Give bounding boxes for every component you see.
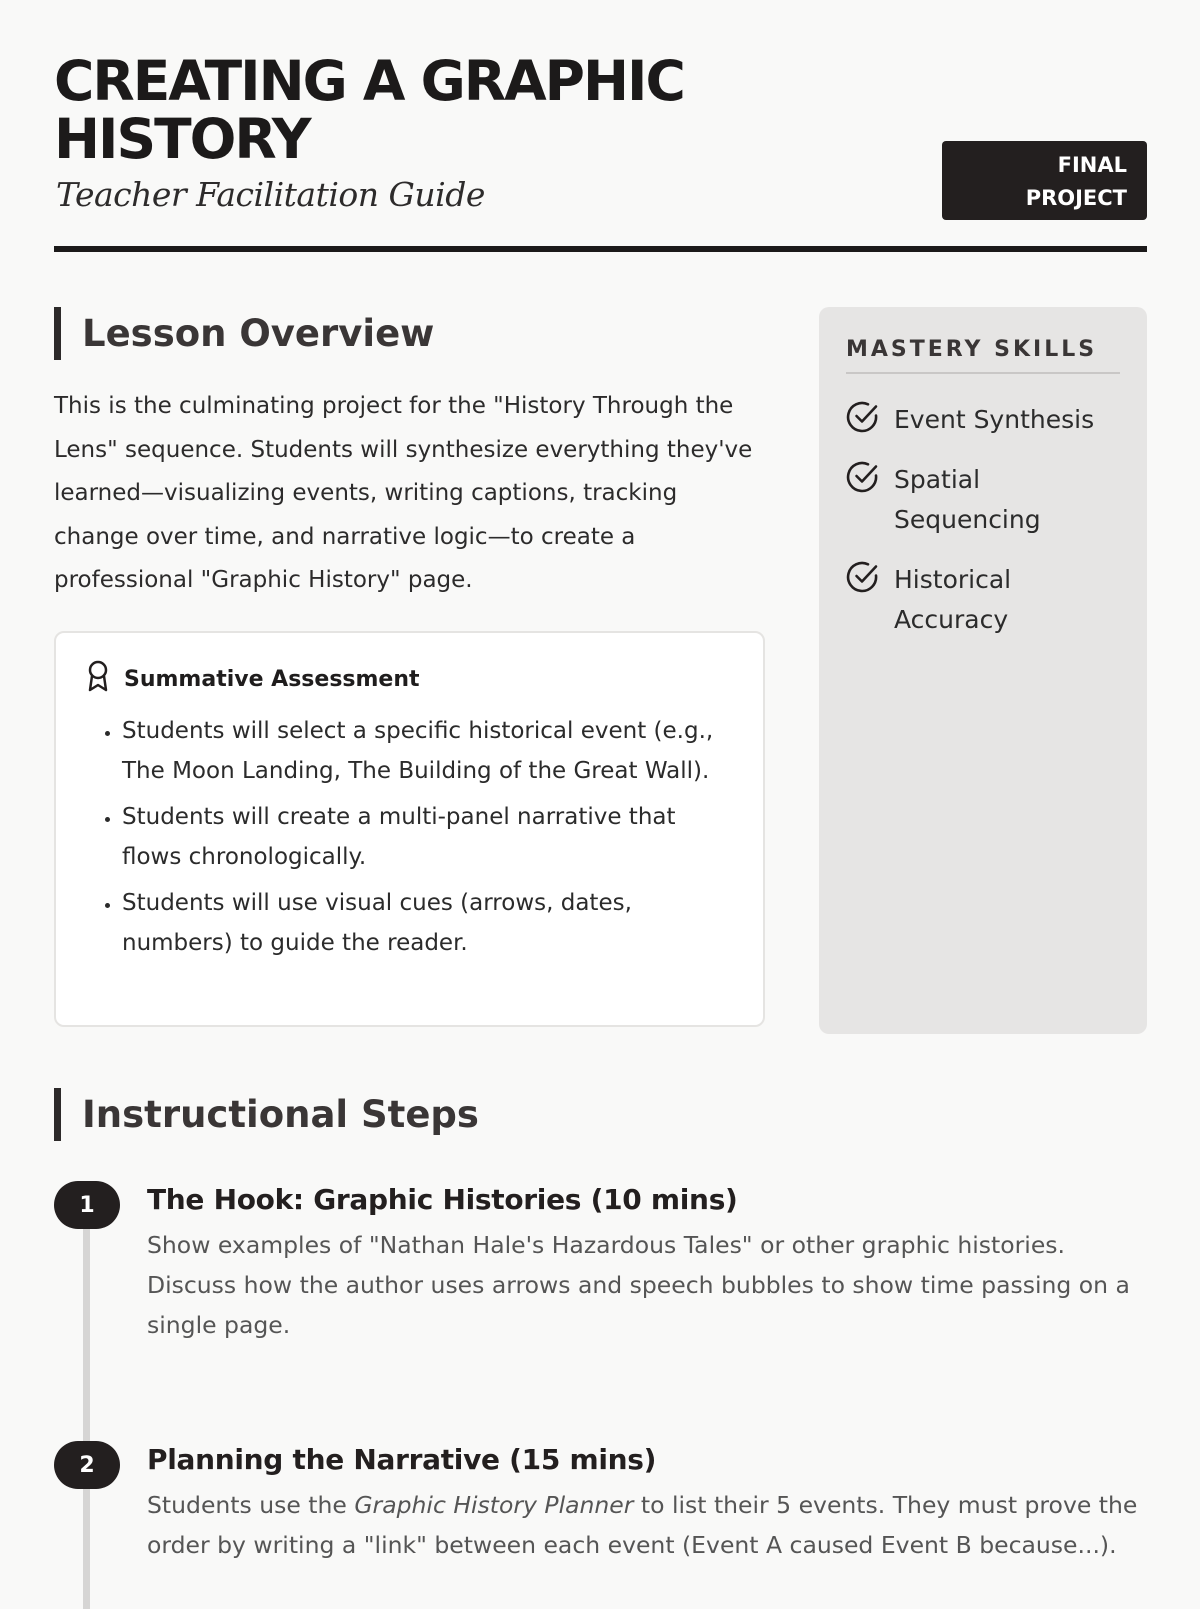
- summative-assessment-header: [86, 661, 733, 697]
- mastery-skills-title: MASTERY SKILLS: [846, 337, 1120, 374]
- assessment-item: • Students will create a multi-panel narrative that flows chronologically.: [122, 797, 733, 877]
- step-number-badge: 1: [54, 1181, 120, 1229]
- step-title: The Hook: Graphic Histories (10 mins): [147, 1183, 738, 1216]
- mastery-skills-panel: [819, 307, 1147, 1034]
- check-circle-icon: [846, 400, 880, 434]
- summative-assessment-card: [54, 631, 765, 1027]
- skill-item: [846, 460, 1120, 540]
- step-description: [147, 1485, 1147, 1565]
- badge-line-1: FINAL: [1057, 153, 1127, 177]
- step-title: Planning the Narrative (15 mins): [147, 1443, 657, 1476]
- lesson-overview-section: [54, 307, 765, 956]
- planner-title: Graphic History Planner: [354, 1491, 634, 1519]
- skill-label: Event Synthesis: [894, 405, 1095, 434]
- skill-item: [846, 560, 1120, 640]
- instructional-steps-heading: Instructional Steps: [54, 1088, 765, 1141]
- lesson-overview-text: This is the culminating project for the "History Through the Lens" sequence. Students will synthesize everything they've learned—visualizing events, writing captions, tracking change over time, and narrative logic—to create a professional "Graphic History" page.: [54, 393, 753, 593]
- step-description-text: Students use the: [147, 1491, 355, 1519]
- badge-line-2: PROJECT: [1025, 186, 1127, 210]
- page-title: CREATING A GRAPHIC HISTORY: [54, 49, 684, 171]
- skill-label: Spatial Sequencing: [894, 465, 1041, 534]
- award-ribbon-icon: [86, 660, 110, 698]
- final-project-badge: [942, 141, 1147, 220]
- page-subtitle: Teacher Facilitation Guide: [56, 175, 485, 214]
- step-description-text: to list their 5 events. They must prove the order by writing a "link" between each event (Event A caused Event B because...).: [147, 1491, 1138, 1559]
- instructional-steps-section: [54, 1088, 765, 1141]
- assessment-list: [86, 711, 733, 963]
- header-divider: [54, 246, 1147, 252]
- step-connector-line: [83, 1229, 90, 1443]
- page: [54, 0, 1147, 1559]
- skill-label: Historical Accuracy: [894, 565, 1012, 634]
- check-circle-icon: [846, 560, 880, 594]
- step-description: Show examples of "Nathan Hale's Hazardous Tales" or other graphic histories. Discuss how the author uses arrows and speech bubbles to show time passing on a single page.: [147, 1231, 1130, 1339]
- step-connector-line: [83, 1489, 90, 1609]
- assessment-item: • Students will select a specific historical event (e.g., The Moon Landing, The Building of the Great Wall).: [122, 711, 733, 791]
- summative-assessment-title: Summative Assessment: [124, 666, 420, 692]
- step-number-badge: 2: [54, 1441, 120, 1489]
- assessment-item: • Students will use visual cues (arrows, dates, numbers) to guide the reader.: [122, 883, 733, 963]
- check-circle-icon: [846, 460, 880, 494]
- header: [54, 0, 1147, 254]
- skill-item: [846, 400, 1120, 440]
- lesson-overview-heading: Lesson Overview: [54, 307, 765, 360]
